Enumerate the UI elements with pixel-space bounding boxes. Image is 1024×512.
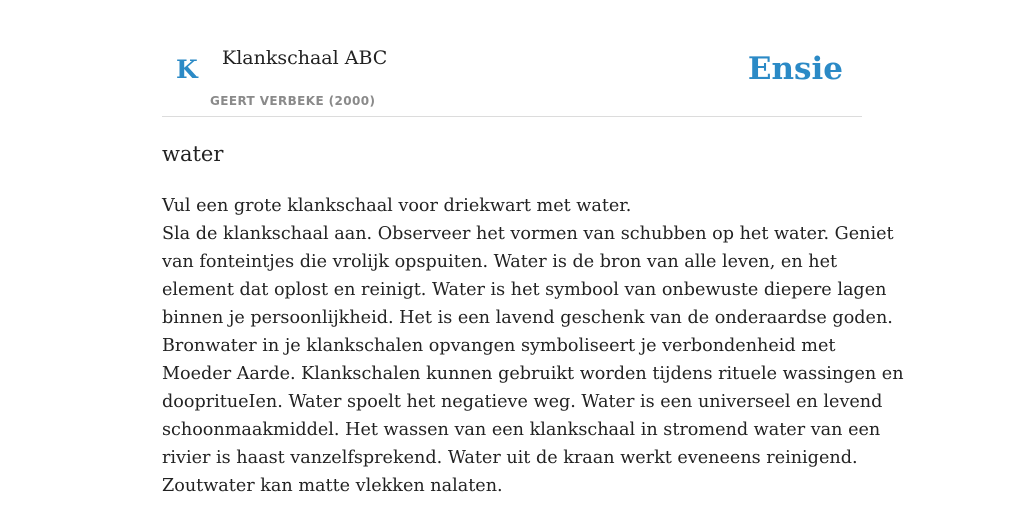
ensie-logo-link[interactable]: Ensie	[747, 51, 843, 87]
body-line: Zoutwater kan matte vlekken nalaten.	[162, 476, 503, 496]
body-line: binnen je persoonlijkheid. Het is een lavend geschenk van de onderaardse goden.	[162, 308, 893, 328]
body-line: doopritueIen. Water spoelt het negatieve weg. Water is een universeel en levend	[162, 392, 883, 412]
body-line: Sla de klankschaal aan. Observeer het vormen van schubben op het water. Geniet	[162, 224, 894, 244]
book-k-icon[interactable]: K	[176, 55, 198, 84]
book-title-link[interactable]: Klankschaal ABC	[222, 47, 388, 69]
body-line: van fonteintjes die vrolijk opspuiten. Water is de bron van alle leven, en het	[162, 252, 838, 272]
book-header	[162, 0, 862, 117]
body-line: element dat oplost en reinigt. Water is het symbool van onbewuste diepere lagen	[162, 280, 887, 300]
entry-body	[162, 192, 904, 500]
body-line: Bronwater in je klankschalen opvangen symboliseert je verbondenheid met	[162, 336, 836, 356]
body-line: rivier is haast vanzelfsprekend. Water uit de kraan werkt eveneens reinigend.	[162, 448, 858, 468]
body-line: Vul een grote klankschaal voor driekwart met water.	[162, 196, 632, 216]
body-line: Moeder Aarde. Klankschalen kunnen gebruikt worden tijdens rituele wassingen en	[162, 364, 904, 384]
body-line: schoonmaakmiddel. Het wassen van een klankschaal in stromend water van een	[162, 420, 881, 440]
book-author: GEERT VERBEKE (2000)	[210, 94, 376, 108]
entry-title: water	[162, 142, 224, 166]
